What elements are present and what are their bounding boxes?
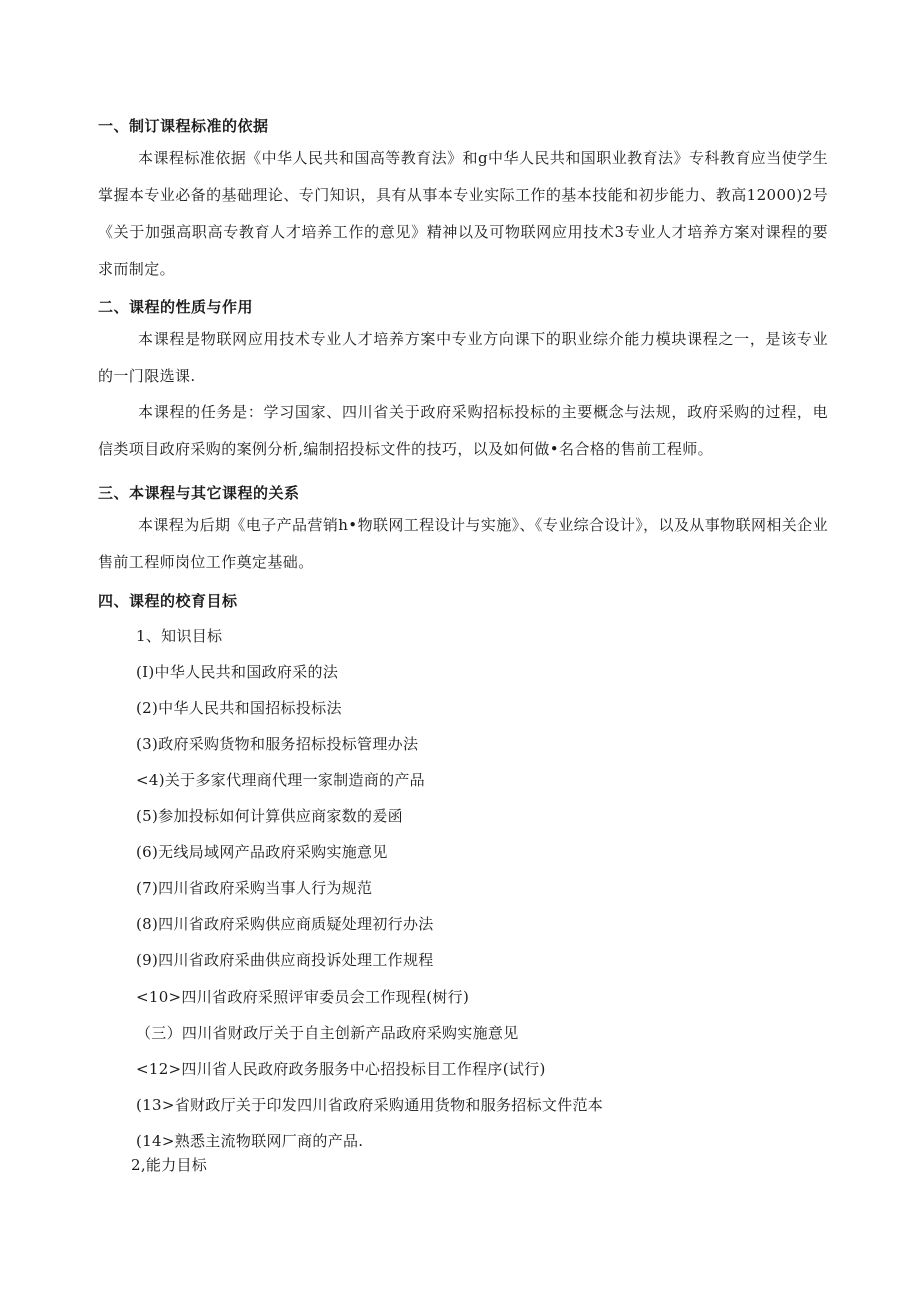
section-heading-basis: 一、制订课程标准的依据 <box>98 117 269 135</box>
list-item: (3)政府采购货物和服务招标投标管理办法 <box>136 735 419 753</box>
section-heading-nature: 二、课程的性质与作用 <box>98 298 254 316</box>
list-item: (8)四川省政府采购供应商质疑处理初行办法 <box>136 915 434 933</box>
list-item: <10>四川省政府采照评审委员会工作现程(树行) <box>136 988 470 1006</box>
list-item: (I)中华人民共和国政府采的法 <box>136 663 339 681</box>
section-heading-relation: 三、本课程与其它课程的关系 <box>98 484 300 502</box>
section-heading-goals: 四、课程的校育目标 <box>98 592 238 610</box>
list-item: (14>熟悉主流物联网厂商的产品. <box>136 1132 364 1150</box>
list-item: (5)参加投标如何计算供应商家数的爰函 <box>136 807 403 825</box>
ability-goal-title: 2,能力目标 <box>131 1156 208 1174</box>
list-item: (9)四川省政府采曲供应商投诉处理工作规程 <box>136 951 434 969</box>
paragraph-nature: 本课程是物联网应用技术专业人才培养方案中专业方向课下的职业综介能力模块课程之一，是该专业的一门限选课. <box>98 330 828 385</box>
list-item: (7)四川省政府采购当事人行为规范 <box>136 879 373 897</box>
list-item: (13>省财政厅关于印发四川省政府采购通用货物和服务招标文件范本 <box>136 1096 604 1114</box>
list-item: （三）四川省财政厅关于自主创新产品政府采购实施意见 <box>136 1024 519 1042</box>
knowledge-goal-title: 1、知识目标 <box>136 627 223 645</box>
paragraph-basis: 本课程标准依据《中华人民共和国高等教育法》和g中华人民共和国职业教育法》专科教育应当使学生掌握本专业必备的基础理论、专门知识，具有从事本专业实际工作的基本技能和初步能力、教高12000)2号《关于加强高职高专教育人才培养工作的意见》精神以及可物联网应用技术3专业人才培养方案对课程的要求而制定。 <box>98 149 828 278</box>
paragraph-relation: 本课程为后期《电子产品营销h•物联网工程设计与实施》、《专业综合设计》，以及从事物联网相关企业售前工程师岗位工作奠定基础。 <box>98 516 828 571</box>
list-item: <4)关于多家代理商代理一家制造商的产品 <box>136 771 425 789</box>
list-item: (2)中华人民共和国招标投标法 <box>136 699 342 717</box>
paragraph-task: 本课程的任务是：学习国家、四川省关于政府采购招标投标的主要概念与法规，政府采购的过程，电信类项目政府采购的案例分析,编制招投标文件的技巧，以及如何做•名合格的售前工程师。 <box>98 403 828 458</box>
list-item: <12>四川省人民政府政务服务中心招投标目工作程序(试行) <box>136 1060 546 1078</box>
list-item: (6)无线局域网产品政府采购实施意见 <box>136 843 388 861</box>
